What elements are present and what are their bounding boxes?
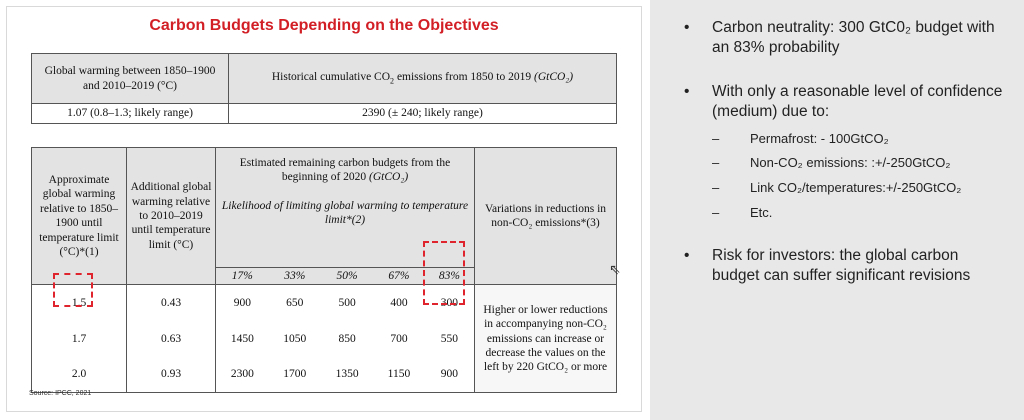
- likelihood-header: Likelihood of limiting global warming to temperature limit*(2): [221, 199, 469, 227]
- budget-cell: 850: [338, 332, 356, 345]
- budget-cell: 1700: [269, 357, 321, 393]
- slide-title: Carbon Budgets Depending on the Objectives: [149, 17, 499, 34]
- bullet-risk-investors: • Risk for investors: the global carbon budget can suffer significant revisions: [680, 246, 1010, 286]
- additional-header: Additional global warming relative to 2010–2019 until temperature limit (°C): [127, 148, 216, 285]
- carbon-budget-table: [31, 147, 617, 393]
- limit-cell: 2.0: [32, 357, 127, 393]
- budget-cell: 500: [321, 285, 373, 321]
- sub-non-co2: – Non-CO₂ emissions: :+/-250GtCO₂: [712, 155, 1010, 172]
- additional-cell: 0.63: [127, 321, 216, 357]
- limit-header: Approximate global warming relative to 1850–1900 until temperature limit (°C)*(1): [32, 148, 127, 285]
- likelihood-67: 67%: [373, 268, 425, 285]
- budget-cell: 400: [373, 285, 425, 321]
- emissions-header: Historical cumulative $CO_2$ emissions from 1850 to 2019 (GtCO₂): [229, 54, 617, 104]
- likelihood-50: 50%: [321, 268, 373, 285]
- budget-cell: 900: [425, 357, 475, 393]
- budget-cell: 650: [269, 285, 321, 321]
- bullet-confidence: • With only a reasonable level of confidence (medium) due to: – Permafrost: - 100GtCO₂ – Non-CO₂ emissions: :+/-250GtCO₂ – Link CO₂/temperatures:+/-250GtCO₂ – Etc.: [680, 82, 1010, 222]
- emissions-value: 2390 (± 240; likely range): [229, 104, 617, 124]
- budget-header: Estimated remaining carbon budgets from the beginning of 2020 (GtCO₂) Likelihood of limiting global warming to temperature limit*(2): [216, 148, 475, 268]
- highlight-83-300-box: [423, 241, 465, 305]
- budget-cell: 550: [425, 321, 475, 357]
- variation-header: Variations in reductions in non-CO₂ emissions*(3): [475, 148, 617, 285]
- budget-cell: 700: [390, 332, 408, 345]
- mouse-cursor-icon: ⇖: [609, 262, 621, 278]
- budget-cell: 1150: [373, 357, 425, 393]
- budget-cell: 2300: [216, 357, 269, 393]
- sub-etc: – Etc.: [712, 205, 1010, 222]
- likelihood-83: 83%: [425, 268, 475, 285]
- budget-cell: 300: [425, 285, 475, 321]
- table-row: [32, 285, 617, 321]
- sub-link-co2: – Link CO₂/temperatures:+/-250GtCO₂: [712, 180, 1010, 197]
- additional-cell: 0.93: [127, 357, 216, 393]
- additional-cell: 0.43: [127, 285, 216, 321]
- warming-header: Global warming between 1850–1900 and 2010–2019 (°C): [32, 54, 229, 104]
- limit-cell: 1.5: [32, 285, 127, 321]
- historical-emissions-table: [31, 53, 617, 124]
- highlight-1-5-box: [53, 273, 93, 307]
- likelihood-33: 33%: [269, 268, 321, 285]
- notes-panel: [650, 0, 1024, 420]
- budget-cell: 1350: [321, 357, 373, 393]
- variation-cell: Higher or lower reductions in accompanying non-CO₂ emissions can increase or decrease the values on the left by 220 GtCO₂ or more: [475, 285, 617, 393]
- limit-cell: 1.7: [32, 321, 127, 357]
- budget-cell: 1050: [283, 332, 307, 345]
- bullet-carbon-neutrality: • Carbon neutrality: 300 GtC0₂ budget with an 83% probability: [680, 18, 1010, 58]
- slide-content: [6, 6, 642, 412]
- warming-value: 1.07 (0.8–1.3; likely range): [32, 104, 229, 124]
- sub-permafrost: – Permafrost: - 100GtCO₂: [712, 131, 1010, 148]
- likelihood-17: 17%: [216, 268, 269, 285]
- budget-cell: 1450: [216, 321, 269, 357]
- budget-cell: 900: [216, 285, 269, 321]
- source-note: Source: IPCC, 2021: [29, 390, 92, 397]
